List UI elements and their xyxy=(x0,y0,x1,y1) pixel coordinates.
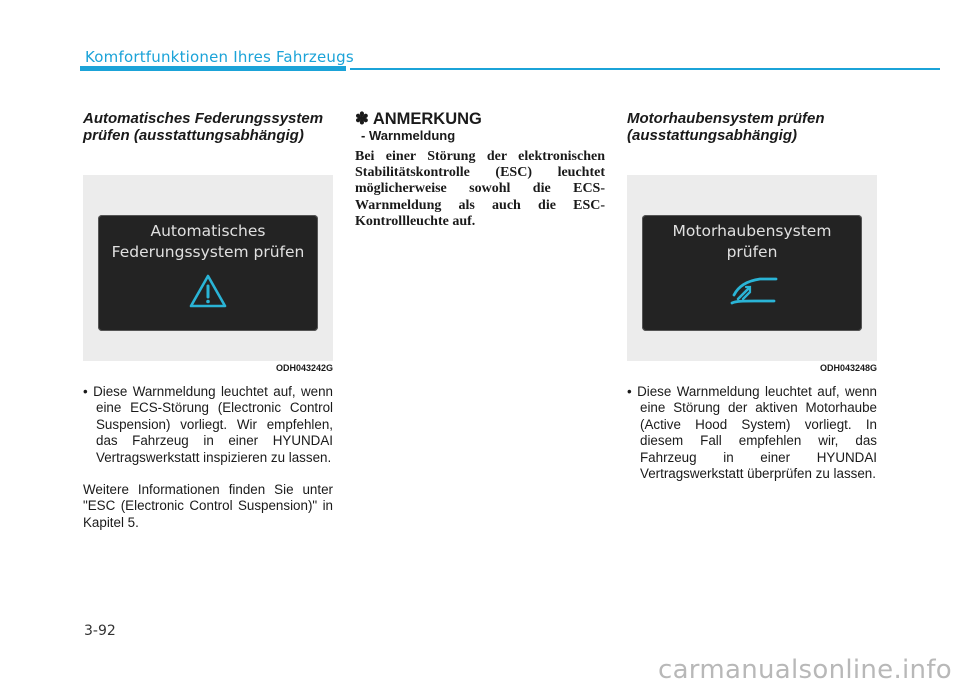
hood-screen-line-1: Motorhaubensystem xyxy=(672,222,832,240)
suspension-bullet: • Diese Warnmeldung leuchtet auf, wenn eine ECS-Störung (Electronic Control Suspension) vorliegt. Wir empfehlen, das Fahrzeug in einer HYUNDAI Vertragswerkstatt inspizieren zu lassen. xyxy=(83,384,333,465)
watermark[interactable]: carmanualsonline.info xyxy=(657,655,952,685)
suspension-more-info: Weitere Informationen finden Sie unter "ESC (Electronic Control Suspension)" in Kapitel 5. xyxy=(83,482,333,530)
note-asterisk-icon: ✽ xyxy=(355,110,369,128)
header-rule-thick xyxy=(80,66,346,71)
hood-display xyxy=(642,215,862,331)
note-subtitle: - Warnmeldung xyxy=(361,128,456,143)
hood-screen-line-2: prüfen xyxy=(726,243,778,261)
page-number: 3-92 xyxy=(84,623,116,639)
warning-triangle-icon xyxy=(188,273,228,309)
note-title: ANMERKUNG xyxy=(372,110,482,128)
column-suspension xyxy=(83,110,333,531)
note-heading xyxy=(355,110,605,128)
column-note xyxy=(355,110,605,230)
hood-heading: Motorhaubensystem prüfen (ausstattungsabhängig) xyxy=(627,110,825,144)
header-rule-thin xyxy=(350,68,940,70)
section-title: Komfortfunktionen Ihres Fahrzeugs xyxy=(85,48,354,66)
suspension-screen-line-1: Automatisches xyxy=(150,222,266,240)
active-hood-icon xyxy=(726,273,782,309)
column-hood xyxy=(627,110,877,482)
note-body: Bei einer Störung der elektronischen Stabilitätskontrolle (ESC) leuchtet möglicherweise sowohl die ECS-Warnmeldung als auch die ESC-Kontrollleuchte auf. xyxy=(355,149,605,229)
suspension-heading: Automatisches Federungssystem prüfen (ausstattungsabhängig) xyxy=(83,110,324,144)
hood-figure-code: ODH043248G xyxy=(819,363,877,373)
suspension-display xyxy=(98,215,318,331)
suspension-figure xyxy=(83,175,333,361)
hood-figure xyxy=(627,175,877,361)
suspension-figure-code: ODH043242G xyxy=(275,363,333,373)
suspension-screen-line-2: Federungssystem prüfen xyxy=(111,243,305,261)
hood-bullet: • Diese Warnmeldung leuchtet auf, wenn eine Störung der aktiven Motorhaube (Active Hood System) vorliegt. In diesem Fall empfehlen wir, das Fahrzeug in einer HYUNDAI Vertragswerkstatt überprüfen zu lassen. xyxy=(627,384,877,482)
